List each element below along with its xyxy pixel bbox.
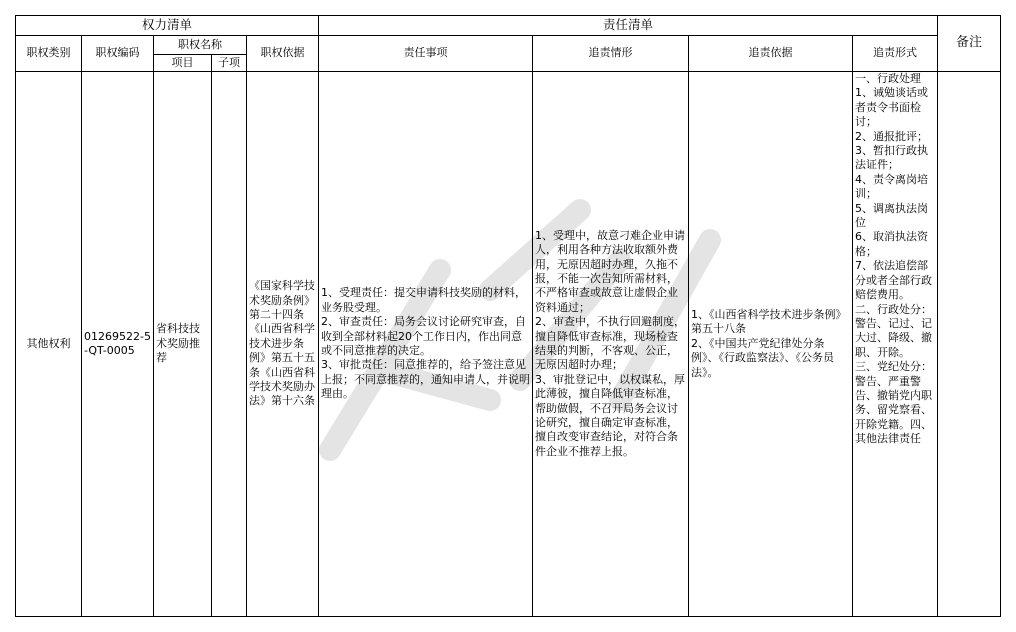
accountability-situations-header: 追责情形 [533,36,689,72]
responsibility-matters-header: 责任事项 [319,36,533,72]
sub-item-cell [212,72,247,617]
item-cell: 省科技技术奖励推荐 [154,72,212,617]
power-category-header: 职权类别 [16,36,82,72]
code-cell: 01269522-5-QT-0005 [82,72,154,617]
power-name-header: 职权名称 [154,36,247,55]
category-cell: 其他权利 [16,72,82,617]
accountability-forms-cell: 一、行政处理 1、诫勉谈话或者责令书面检讨； 2、通报批评； 3、暂扣行政执法证件； 4、责令离岗培训； 5、调离执法岗位 6、取消执法资格； 7、依法追偿部分或者全部行政赔偿费用。 二、行政处分：警告、记过、记大过、降级、撤职、开除。 三、党纪处分：警告、严重警告、撤销党内职务、留党察看、开除党籍。四、其他法律责任 [853,72,938,617]
power-code-header: 职权编码 [82,36,154,72]
situations-cell: 1、受理中，故意刁难企业申请人，利用各种方法收取额外费用，无原因超时办理，久拖不报，不能一次告知所需材料，不严格审查或故意让虚假企业资料通过； 2、审查中，不执行回避制度，擅自降低审查标准，现场检查结果的判断，不客观、公正，无原因超时办理； 3、审批登记中，以权谋私，厚此薄彼，擅自降低审查标准，帮助做假，不召开局务会议讨论研究，擅自确定审查标准，擅自改变审查结论，对符合条件企业不推荐上报。 [533,72,689,617]
notes-header: 备注 [938,16,1001,72]
responsibility-table [15,15,1001,617]
table-row [16,72,1001,617]
responsibility-cell: 1、受理责任：提交申请科技奖励的材料，业务股受理。 2、审查责任：局务会议讨论研究审查，自收到全部材料起20个工作日内，作出同意或不同意推荐的决定。 3、审批责任：同意推荐的，给予签注意见上报；不同意推荐的，通知申请人，并说明理由。 [319,72,533,617]
accountability-basis-header: 追责依据 [689,36,853,72]
power-list-header: 权力清单 [16,16,319,36]
responsibility-list-header: 责任清单 [319,16,938,36]
sub-item-header: 子项 [212,55,247,72]
accountability-forms-header: 追责形式 [853,36,938,72]
accountability-basis-cell: 1、《山西省科学技术进步条例》第五十八条 2、《中国共产党纪律处分条例》、《行政监察法》、《公务员法》。 [689,72,853,617]
power-basis-header: 职权依据 [247,36,319,72]
basis-cell: 《国家科学技术奖励条例》第二十四条《山西省科学技术进步条例》第五十五条《山西省科学技术奖励办法》第十六条 [247,72,319,617]
item-header: 项目 [154,55,212,72]
notes-cell [938,72,1001,617]
